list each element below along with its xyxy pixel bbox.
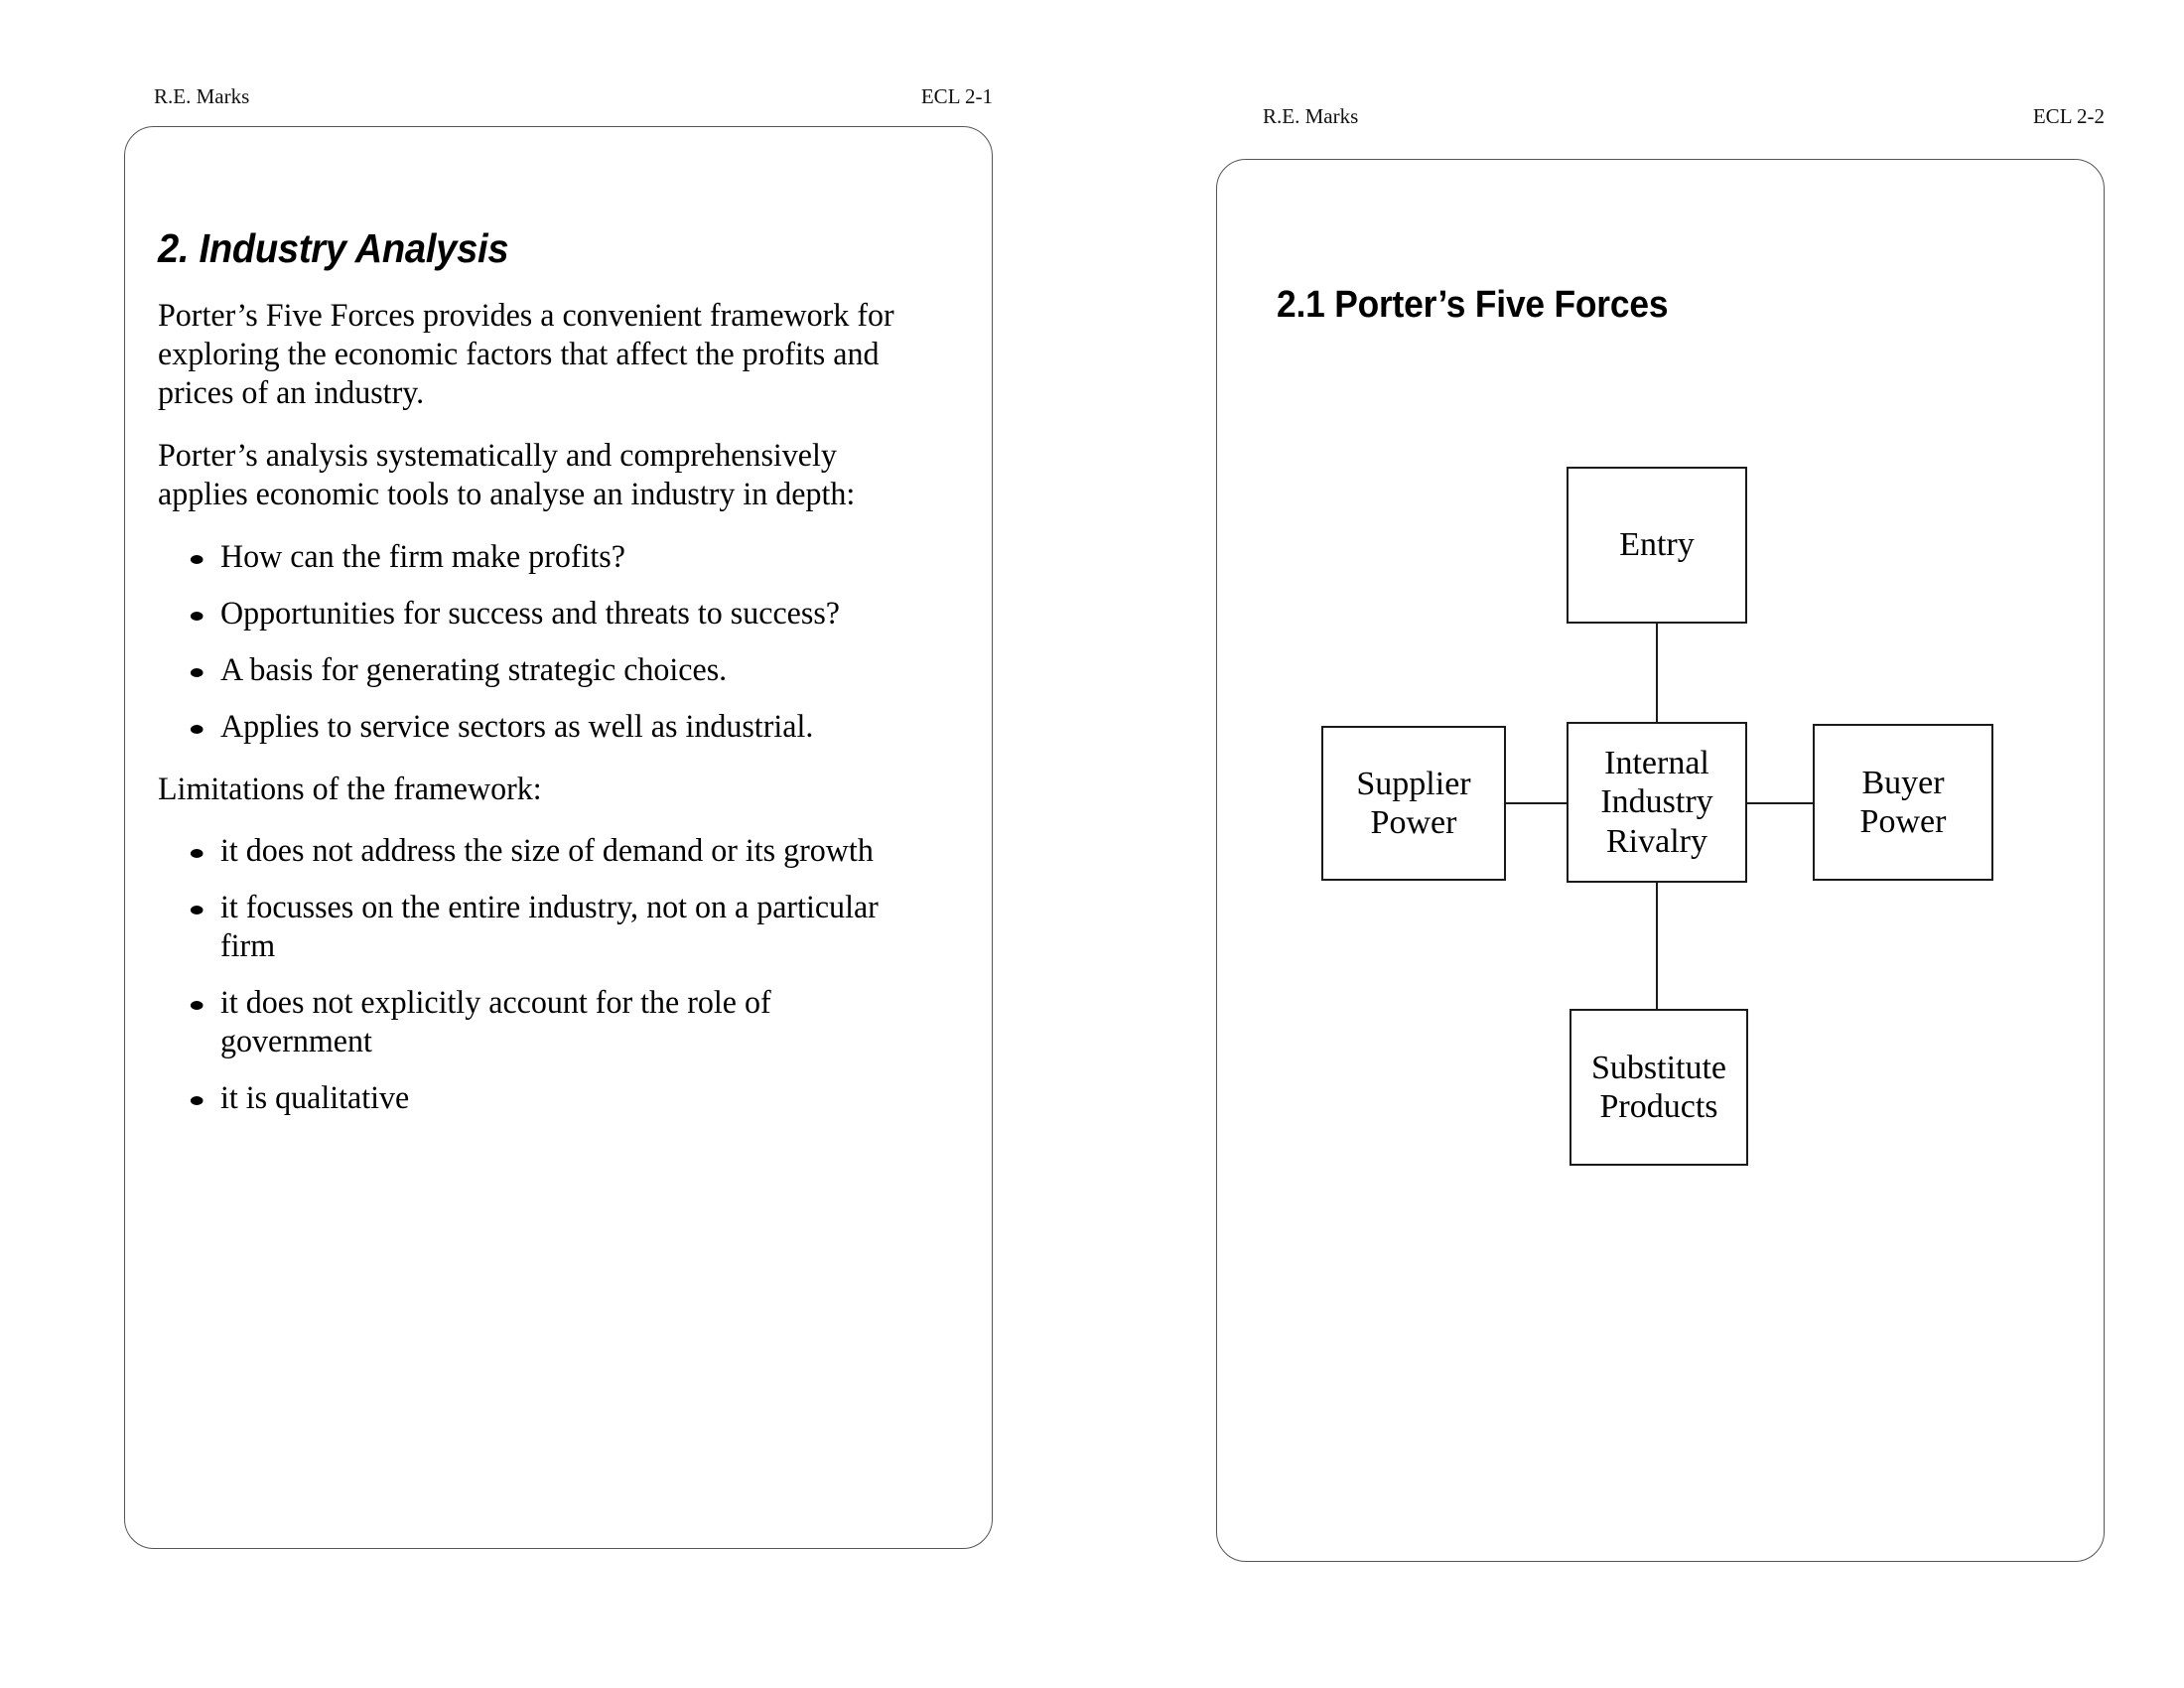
slide-header-right — [1263, 99, 2105, 133]
diagram-node-supplier-power — [1321, 726, 1506, 881]
intro-paragraph-1: Porter’s Five Forces provides a convenient framework for exploring the economic factors that affect the profits and prices of an industry. — [158, 298, 894, 411]
list-item — [188, 538, 929, 577]
intro-paragraph-2: Porter’s analysis systematically and comprehensively applies economic tools to analyse an industry in depth: — [158, 437, 856, 512]
diagram-node-label: Entry — [1619, 526, 1695, 564]
list-item-label: it focusses on the entire industry, not on a particular firm — [219, 890, 879, 965]
bullet-dot-icon — [191, 849, 204, 858]
slide-title: 2.1 Porter’s Five Forces — [1277, 284, 1669, 326]
bullet-dot-icon — [191, 668, 204, 677]
slide-content-left — [158, 226, 952, 1142]
slide-title: 2. Industry Analysis — [158, 225, 509, 271]
diagram-node-label: Buyer Power — [1859, 764, 1947, 840]
header-page-number: ECL 2-1 — [920, 84, 993, 108]
diagram-node-entry — [1567, 467, 1747, 624]
connector-rivalry-to-buyer — [1744, 802, 1816, 804]
list-item — [188, 651, 929, 690]
diagram-node-substitute-products — [1570, 1009, 1748, 1166]
list-item — [188, 1079, 929, 1118]
diagram-node-label: Internal Industry Rivalry — [1600, 745, 1713, 860]
diagram-node-internal-industry-rivalry — [1567, 722, 1747, 883]
bullet-dot-icon — [191, 1096, 204, 1105]
bullet-dot-icon — [191, 906, 204, 914]
slide-industry-analysis — [124, 79, 993, 1549]
diagram-node-label: Substitute Products — [1590, 1049, 1727, 1125]
list-item — [188, 595, 929, 633]
bullet-dot-icon — [191, 555, 204, 564]
list-item-label: it is qualitative — [219, 1080, 410, 1117]
list-item — [188, 832, 929, 871]
bullet-dot-icon — [191, 1001, 204, 1010]
list-item-label: How can the firm make profits? — [219, 538, 625, 575]
connector-entry-to-rivalry — [1656, 617, 1658, 729]
connector-supplier-to-rivalry — [1503, 802, 1570, 804]
list-item — [188, 708, 929, 747]
diagram-node-buyer-power — [1813, 724, 1993, 881]
slide-card-right — [1216, 159, 2105, 1562]
list-item-label: it does not explicitly account for the role of government — [219, 985, 771, 1060]
header-author: R.E. Marks — [1263, 104, 1359, 128]
limitations-bullet-list — [158, 832, 952, 1118]
limitations-heading: Limitations of the framework: — [158, 771, 542, 807]
list-item — [188, 889, 929, 966]
analysis-bullet-list — [158, 538, 952, 747]
list-item-label: Applies to service sectors as well as industrial. — [219, 708, 814, 745]
diagram-node-label: Supplier Power — [1356, 765, 1471, 841]
bullet-dot-icon — [191, 612, 204, 621]
slide-header-left — [154, 79, 993, 113]
list-item — [188, 984, 929, 1061]
list-item-label: Opportunities for success and threats to success? — [219, 595, 841, 632]
header-page-number: ECL 2-2 — [2032, 104, 2105, 128]
list-item-label: it does not address the size of demand or its growth — [219, 833, 874, 870]
connector-rivalry-to-substitute — [1656, 878, 1658, 1014]
list-item-label: A basis for generating strategic choices. — [219, 651, 728, 688]
bullet-dot-icon — [191, 725, 204, 734]
slide-card-left — [124, 126, 993, 1549]
slide-porters-five-forces — [1251, 99, 2105, 1562]
porters-five-forces-diagram — [1257, 458, 2041, 1252]
header-author: R.E. Marks — [154, 84, 250, 108]
